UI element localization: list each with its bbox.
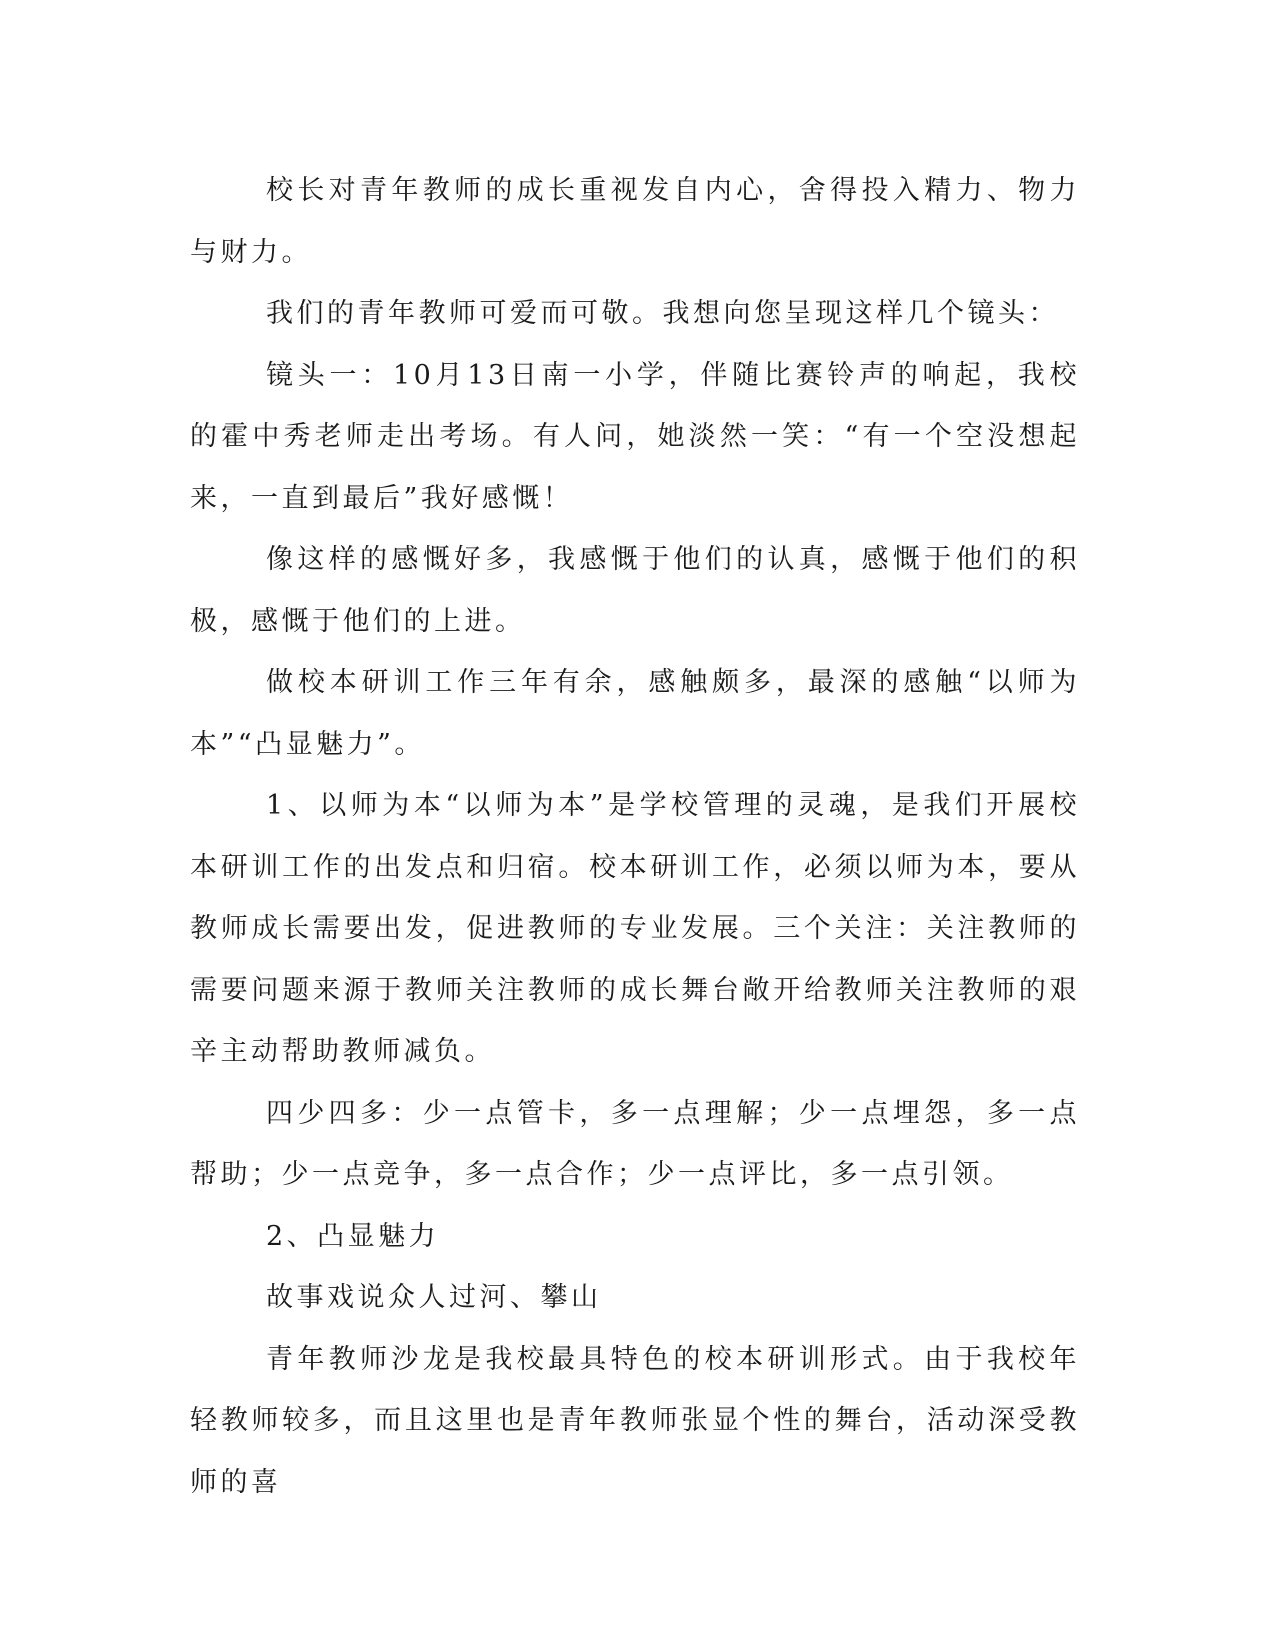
paragraph-4: 像这样的感慨好多，我感慨于他们的认真，感慨于他们的积极，感慨于他们的上进。: [190, 544, 1080, 637]
document-body: [190, 160, 1080, 1513]
paragraph-1: 校长对青年教师的成长重视发自内心，舍得投入精力、物力与财力。: [190, 175, 1080, 268]
paragraph-7: 四少四多：少一点管卡，多一点理解；少一点埋怨，多一点帮助；少一点竞争，多一点合作；少一点评比，多一点引领。: [190, 1097, 1080, 1190]
section-heading-2: 2、凸显魅力: [266, 1220, 440, 1252]
paragraph-2: 我们的青年教师可爱而可敬。我想向您呈现这样几个镜头：: [266, 298, 1059, 329]
paragraph-10: 青年教师沙龙是我校最具特色的校本研训形式。由于我校年轻教师较多，而且这里也是青年教师张显个性的舞台，活动深受教师的喜: [190, 1343, 1080, 1498]
paragraph-6: 1、以师为本“以师为本”是学校管理的灵魂，是我们开展校本研训工作的出发点和归宿。校本研训工作，必须以师为本，要从教师成长需要出发，促进教师的专业发展。三个关注：关注教师的需要问题来源于教师关注教师的成长舞台敞开给教师关注教师的艰辛主动帮助教师减负。: [190, 790, 1080, 1067]
paragraph-3: 镜头一：10月13日南一小学，伴随比赛铃声的响起，我校的霍中秀老师走出考场。有人问，她淡然一笑：“有一个空没想起来，一直到最后”我好感慨！: [190, 359, 1080, 514]
paragraph-9: 故事戏说众人过河、攀山: [266, 1282, 602, 1313]
paragraph-5: 做校本研训工作三年有余，感触颇多，最深的感触“以师为本”“凸显魅力”。: [190, 667, 1080, 760]
